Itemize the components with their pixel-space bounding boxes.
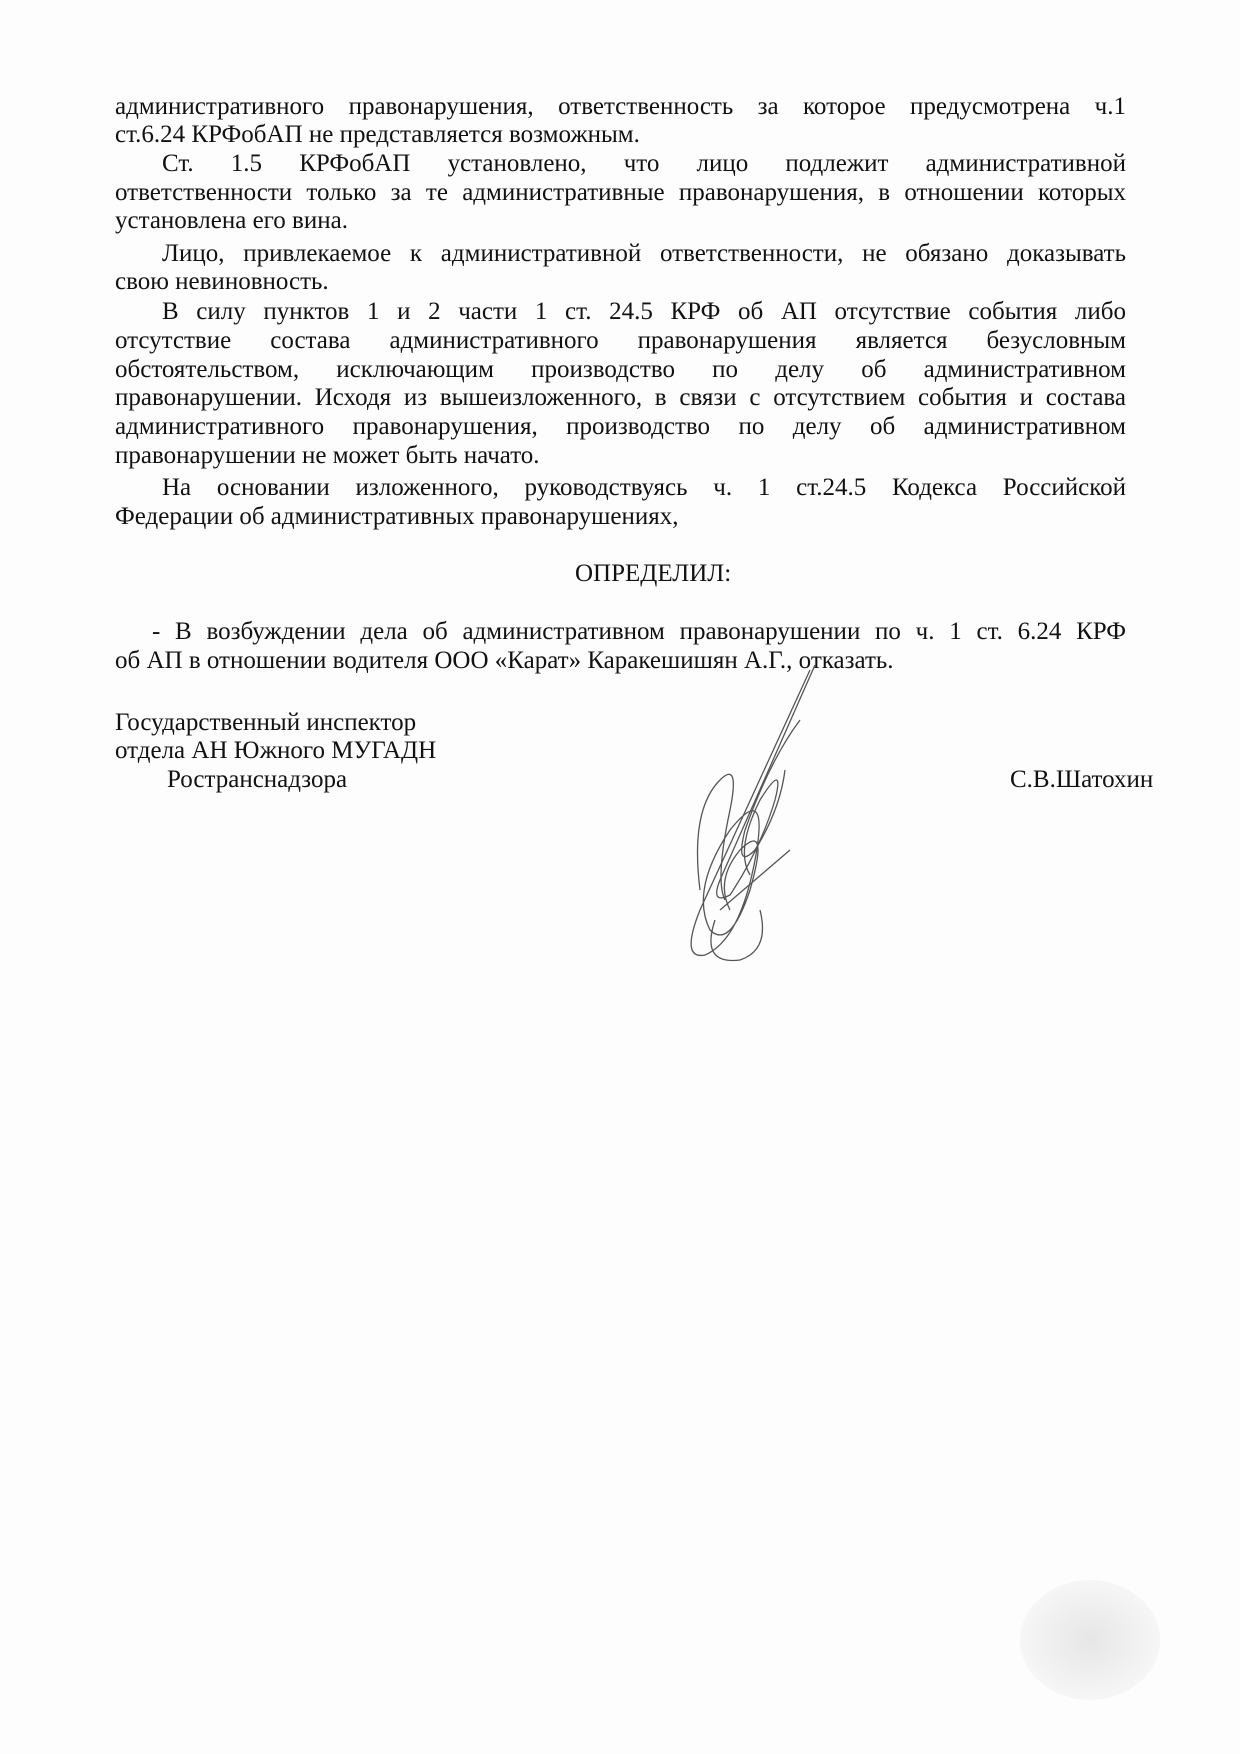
text-line: административного правонарушения, производство по делу об административном	[115, 413, 1126, 440]
text-line: свою невиновность.	[115, 268, 329, 295]
signer-name: С.В.Шатохин	[1010, 766, 1154, 793]
text-line: правонарушении не может быть начато.	[115, 442, 540, 469]
text-line: административного правонарушения, ответственность за которое предусмотрена ч.1	[115, 93, 1126, 120]
text-line: Федерации об административных правонарушениях,	[115, 503, 679, 530]
text-line: правонарушении. Исходя из вышеизложенного, в связи с отсутствием события и состава	[115, 384, 1126, 411]
decision-heading: ОПРЕДЕЛИЛ:	[575, 560, 732, 587]
text-line: В силу пунктов 1 и 2 части 1 ст. 24.5 КРФ об АП отсутствие события либо	[162, 298, 1126, 325]
signer-position-line: Ространснадзора	[167, 766, 348, 793]
signer-position-line: Государственный инспектор	[115, 709, 417, 736]
text-line: обстоятельством, исключающим производство по делу об административном	[115, 356, 1126, 383]
text-line: Ст. 1.5 КРФобАП установлено, что лицо подлежит административной	[162, 150, 1126, 177]
scan-smudge	[1020, 1580, 1160, 1700]
signer-position-line: отдела АН Южного МУГАДН	[115, 737, 437, 764]
text-line: Лицо, привлекаемое к административной ответственности, не обязано доказывать	[162, 240, 1126, 267]
text-line: установлена его вина.	[115, 207, 348, 234]
text-line: ответственности только за те административные правонарушения, в отношении которых	[115, 179, 1126, 206]
text-line: ст.6.24 КРФобАП не представляется возможным.	[115, 121, 640, 148]
text-line: об АП в отношении водителя ООО «Карат» Каракешишян А.Г., отказать.	[115, 647, 894, 674]
text-line: отсутствие состава административного правонарушения является безусловным	[115, 327, 1126, 354]
text-line: На основании изложенного, руководствуясь ч. 1 ст.24.5 Кодекса Российской	[162, 474, 1126, 501]
text-line: - В возбуждении дела об административном правонарушении по ч. 1 ст. 6.24 КРФ	[152, 618, 1126, 645]
handwritten-signature	[660, 660, 840, 970]
